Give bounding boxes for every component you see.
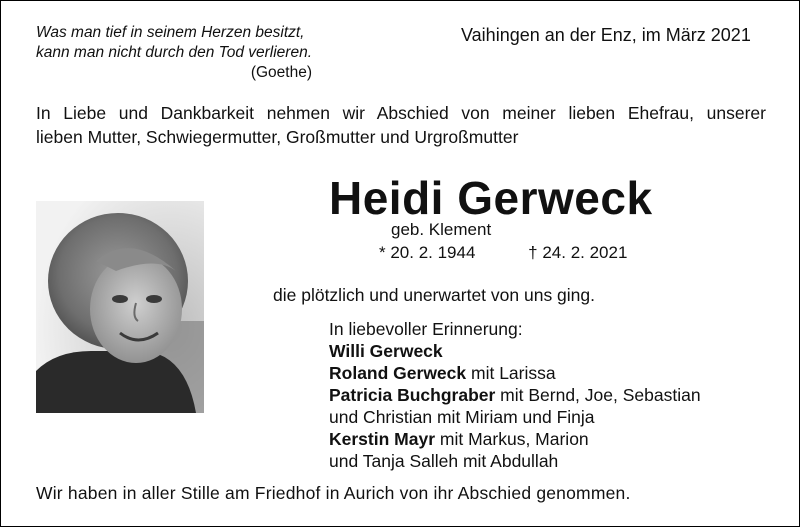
mourner-line: Willi Gerweck [329, 341, 443, 361]
mourner-line: Patricia Buchgraber mit Bernd, Joe, Sebastian [329, 385, 701, 405]
mourner-line: Kerstin Mayr mit Markus, Marion [329, 429, 589, 449]
mourner-line: Roland Gerweck mit Larissa [329, 363, 556, 383]
portrait-photo [36, 201, 204, 413]
closing-text: Wir haben in aller Stille am Friedhof in Aurich von ihr Abschied genommen. [36, 483, 631, 503]
portrait-photo-image [36, 201, 204, 413]
deceased-name: Heidi Gerweck [329, 172, 653, 224]
death-statement: die plötzlich und unerwartet von uns ging. [273, 285, 596, 305]
mourners-list [329, 318, 701, 472]
quote-line-2: kann man nicht durch den Tod verlieren. [36, 44, 313, 61]
mourner-line: und Christian mit Miriam und Finja [329, 407, 595, 427]
birth-date: * 20. 2. 1944 [379, 243, 476, 262]
life-dates [379, 243, 627, 263]
intro-line-1: In Liebe und Dankbarkeit nehmen wir Abschied von meiner lieben Ehefrau, unserer [36, 103, 766, 123]
quote-author: (Goethe) [250, 64, 313, 81]
mourners-heading: In liebevoller Erinnerung: [329, 319, 523, 339]
quote-line-1: Was man tief in seinem Herzen besitzt, [36, 24, 305, 41]
intro-line-2: lieben Mutter, Schwiegermutter, Großmutter und Urgroßmutter [36, 127, 519, 147]
goethe-quote [36, 23, 312, 83]
death-date: † 24. 2. 2021 [528, 243, 628, 262]
mourner-line: und Tanja Salleh mit Abdullah [329, 451, 559, 471]
maiden-name: geb. Klement [391, 220, 492, 239]
place-and-date: Vaihingen an der Enz, im März 2021 [461, 25, 751, 45]
intro-text [36, 101, 766, 149]
